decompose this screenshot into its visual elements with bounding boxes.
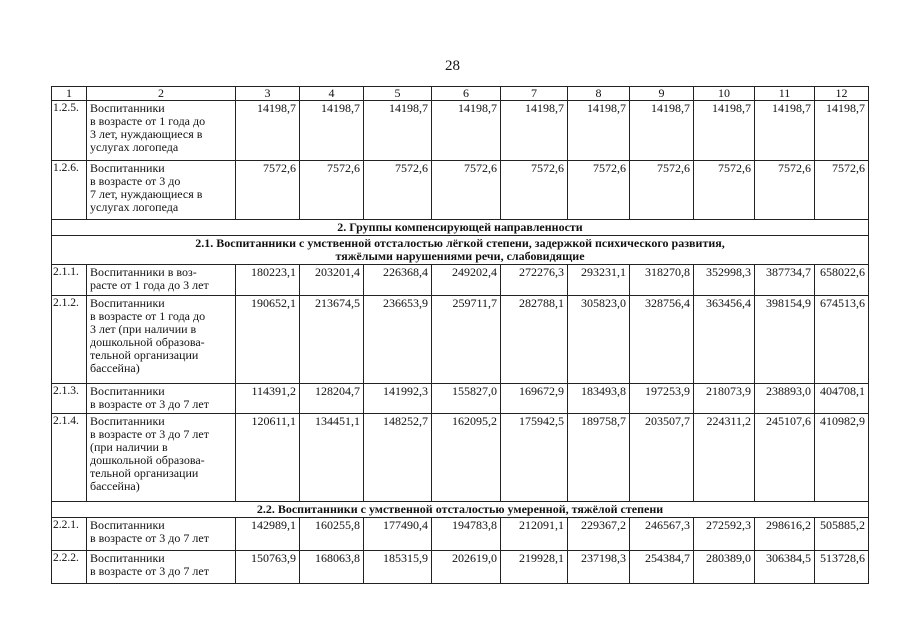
- section-heading-row: [52, 220, 869, 236]
- column-number-row: [52, 87, 869, 101]
- row-code: 2.1.1.: [52, 265, 87, 296]
- value-cell: 202619,0: [432, 551, 501, 584]
- value-cell: 169672,9: [501, 384, 568, 414]
- value-cell: 505885,2: [815, 518, 869, 551]
- table-row: [52, 265, 869, 296]
- row-name: Воспитанники в возрасте от 1 года до 3 лет (при наличии в дошкольной образова- тельной организации бассейна): [87, 296, 236, 384]
- value-cell: 272276,3: [501, 265, 568, 296]
- column-number: 10: [694, 87, 755, 101]
- value-cell: 218073,9: [694, 384, 755, 414]
- table-row: [52, 414, 869, 502]
- value-cell: 238893,0: [755, 384, 815, 414]
- value-cell: 7572,6: [300, 161, 364, 220]
- row-name: Воспитанники в возрасте от 3 до 7 лет: [87, 518, 236, 551]
- value-cell: 14198,7: [236, 101, 300, 161]
- value-cell: 14198,7: [568, 101, 630, 161]
- value-cell: 280389,0: [694, 551, 755, 584]
- value-cell: 180223,1: [236, 265, 300, 296]
- value-cell: 674513,6: [815, 296, 869, 384]
- value-cell: 398154,9: [755, 296, 815, 384]
- row-code: 1.2.6.: [52, 161, 87, 220]
- value-cell: 141992,3: [364, 384, 432, 414]
- value-cell: 194783,8: [432, 518, 501, 551]
- value-cell: 128204,7: [300, 384, 364, 414]
- value-cell: 14198,7: [364, 101, 432, 161]
- value-cell: 120611,1: [236, 414, 300, 502]
- value-cell: 224311,2: [694, 414, 755, 502]
- value-cell: 142989,1: [236, 518, 300, 551]
- value-cell: 185315,9: [364, 551, 432, 584]
- value-cell: 237198,3: [568, 551, 630, 584]
- row-name: Воспитанники в возрасте от 3 до 7 лет (при наличии в дошкольной образова- тельной организации бассейна): [87, 414, 236, 502]
- value-cell: 328756,4: [630, 296, 694, 384]
- value-cell: 363456,4: [694, 296, 755, 384]
- section-heading-row: [52, 236, 869, 265]
- column-number: 9: [630, 87, 694, 101]
- value-cell: 148252,7: [364, 414, 432, 502]
- row-code: 2.1.3.: [52, 384, 87, 414]
- value-cell: 254384,7: [630, 551, 694, 584]
- value-cell: 7572,6: [694, 161, 755, 220]
- value-cell: 298616,2: [755, 518, 815, 551]
- value-cell: 114391,2: [236, 384, 300, 414]
- table-row: [52, 384, 869, 414]
- value-cell: 203201,4: [300, 265, 364, 296]
- value-cell: 212091,1: [501, 518, 568, 551]
- table-row: [52, 101, 869, 161]
- row-name: Воспитанники в возрасте от 1 года до 3 лет, нуждающиеся в услугах логопеда: [87, 101, 236, 161]
- value-cell: 14198,7: [755, 101, 815, 161]
- row-code: 2.2.2.: [52, 551, 87, 584]
- value-cell: 189758,7: [568, 414, 630, 502]
- table-row: [52, 551, 869, 584]
- column-number: 4: [300, 87, 364, 101]
- column-number: 6: [432, 87, 501, 101]
- value-cell: 175942,5: [501, 414, 568, 502]
- value-cell: 168063,8: [300, 551, 364, 584]
- value-cell: 658022,6: [815, 265, 869, 296]
- row-code: 2.2.1.: [52, 518, 87, 551]
- table-row: [52, 296, 869, 384]
- value-cell: 7572,6: [501, 161, 568, 220]
- value-cell: 7572,6: [568, 161, 630, 220]
- column-number: 2: [87, 87, 236, 101]
- value-cell: 134451,1: [300, 414, 364, 502]
- value-cell: 14198,7: [694, 101, 755, 161]
- value-cell: 513728,6: [815, 551, 869, 584]
- value-cell: 160255,8: [300, 518, 364, 551]
- value-cell: 197253,9: [630, 384, 694, 414]
- row-name: Воспитанники в возрасте от 3 до 7 лет, нуждающиеся в услугах логопеда: [87, 161, 236, 220]
- value-cell: 14198,7: [815, 101, 869, 161]
- value-cell: 7572,6: [236, 161, 300, 220]
- value-cell: 14198,7: [630, 101, 694, 161]
- column-number: 12: [815, 87, 869, 101]
- column-number: 8: [568, 87, 630, 101]
- column-number: 3: [236, 87, 300, 101]
- value-cell: 183493,8: [568, 384, 630, 414]
- value-cell: 14198,7: [501, 101, 568, 161]
- value-cell: 352998,3: [694, 265, 755, 296]
- section-heading: 2.1. Воспитанники с умственной отсталостью лёгкой степени, задержкой психического развития, тяжёлыми нарушениями речи, слабовидящие: [52, 236, 869, 265]
- tariff-table: [51, 86, 869, 584]
- value-cell: 226368,4: [364, 265, 432, 296]
- row-name: Воспитанники в возрасте от 3 до 7 лет: [87, 551, 236, 584]
- value-cell: 7572,6: [755, 161, 815, 220]
- section-heading: 2.2. Воспитанники с умственной отсталостью умеренной, тяжёлой степени: [52, 502, 869, 518]
- value-cell: 162095,2: [432, 414, 501, 502]
- column-number: 1: [52, 87, 87, 101]
- value-cell: 318270,8: [630, 265, 694, 296]
- value-cell: 410982,9: [815, 414, 869, 502]
- value-cell: 236653,9: [364, 296, 432, 384]
- section-heading-row: [52, 502, 869, 518]
- value-cell: 229367,2: [568, 518, 630, 551]
- value-cell: 14198,7: [432, 101, 501, 161]
- value-cell: 293231,1: [568, 265, 630, 296]
- value-cell: 7572,6: [364, 161, 432, 220]
- value-cell: 272592,3: [694, 518, 755, 551]
- value-cell: 190652,1: [236, 296, 300, 384]
- value-cell: 203507,7: [630, 414, 694, 502]
- value-cell: 259711,7: [432, 296, 501, 384]
- value-cell: 246567,3: [630, 518, 694, 551]
- value-cell: 213674,5: [300, 296, 364, 384]
- value-cell: 7572,6: [432, 161, 501, 220]
- value-cell: 305823,0: [568, 296, 630, 384]
- value-cell: 306384,5: [755, 551, 815, 584]
- value-cell: 282788,1: [501, 296, 568, 384]
- value-cell: 150763,9: [236, 551, 300, 584]
- row-code: 1.2.5.: [52, 101, 87, 161]
- table-row: [52, 518, 869, 551]
- value-cell: 249202,4: [432, 265, 501, 296]
- row-code: 2.1.2.: [52, 296, 87, 384]
- column-number: 5: [364, 87, 432, 101]
- column-number: 11: [755, 87, 815, 101]
- value-cell: 7572,6: [630, 161, 694, 220]
- value-cell: 14198,7: [300, 101, 364, 161]
- value-cell: 387734,7: [755, 265, 815, 296]
- value-cell: 245107,6: [755, 414, 815, 502]
- row-name: Воспитанники в возрасте от 3 до 7 лет: [87, 384, 236, 414]
- value-cell: 155827,0: [432, 384, 501, 414]
- value-cell: 404708,1: [815, 384, 869, 414]
- column-number: 7: [501, 87, 568, 101]
- section-heading: 2. Группы компенсирующей направленности: [52, 220, 869, 236]
- table-row: [52, 161, 869, 220]
- page-number: 28: [445, 58, 460, 74]
- row-name: Воспитанники в воз- расте от 1 года до 3 лет: [87, 265, 236, 296]
- value-cell: 177490,4: [364, 518, 432, 551]
- value-cell: 219928,1: [501, 551, 568, 584]
- row-code: 2.1.4.: [52, 414, 87, 502]
- value-cell: 7572,6: [815, 161, 869, 220]
